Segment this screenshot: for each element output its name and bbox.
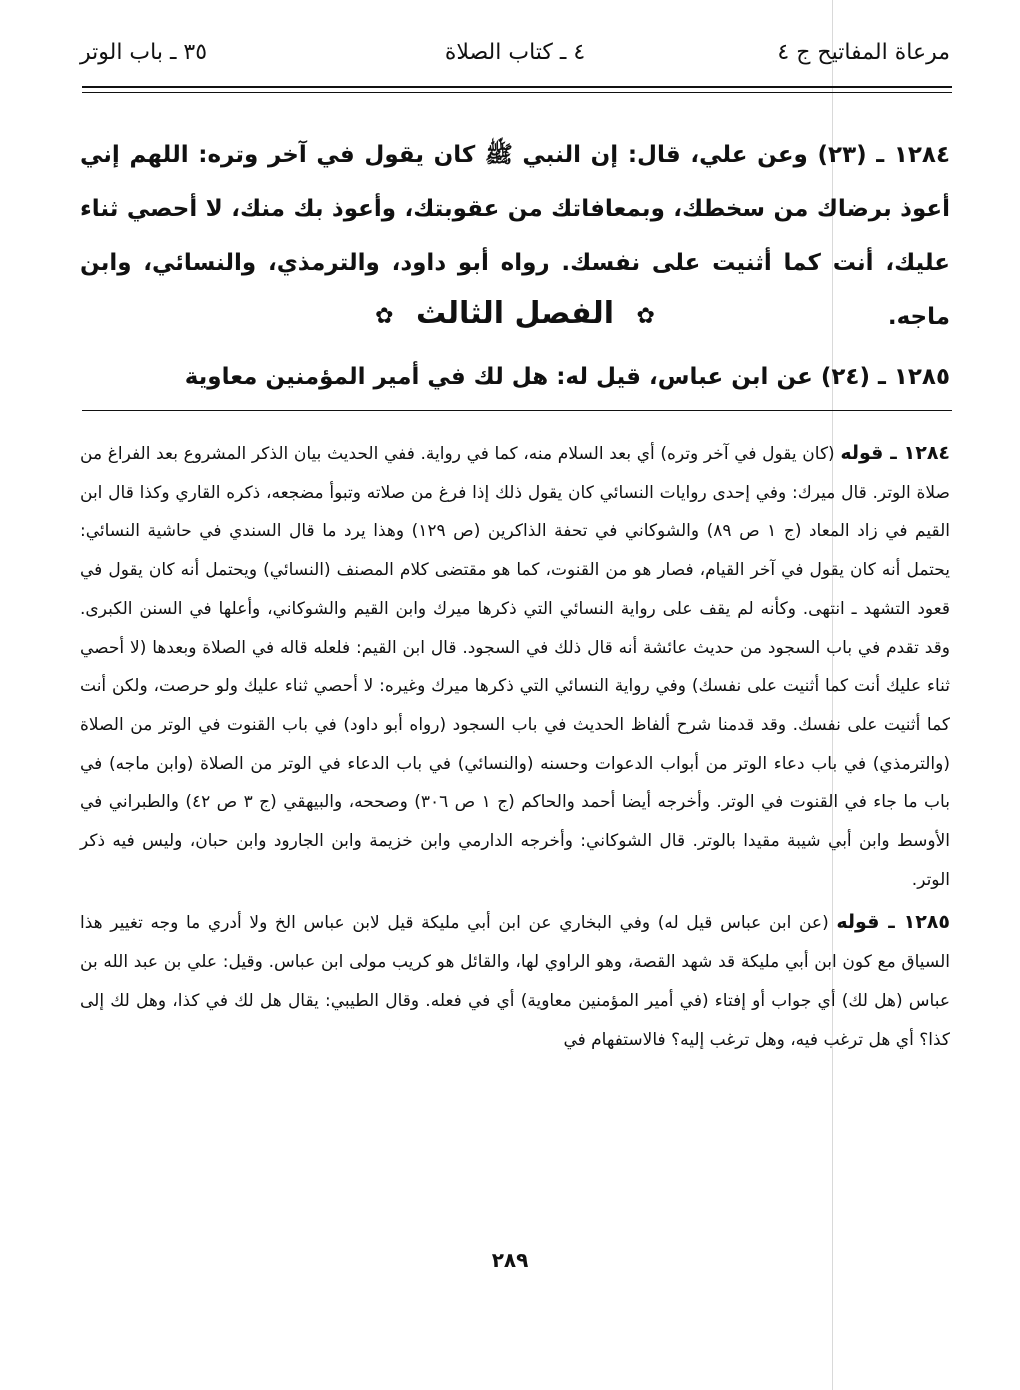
note-1284-text: (كان يقول في آخر وتره) أي بعد السلام منه، كما في رواية. ففي الحديث بيان الذكر المشروع بعد الفراغ من صلاة الوتر. قال ميرك: وفي إحدى روايات النسائي كان يقول ذلك إذا فرغ من صلاته وتبوأ مضجعه، ذكره القاري وكذا قال ابن القيم في زاد المعاد (ج ١ ص ٨٩) والشوكاني في تحفة الذاكرين (ص ١٢٩) وهذا يرد ما قال السندي في حاشية النسائي: يحتمل أنه كان يقول في آخر القيام، فصار هو من القنوت، كما هو مقتضى كلام المصنف (النسائي) ويحتمل أنه كان يقول في قعود التشهد ـ انتهى. وكأنه لم يقف على رواية النسائي التي ذكرها ميرك وابن القيم والشوكاني، وأعلها في السنن الكبرى. وقد تقدم في باب السجود من حديث عائشة أنه قال ذلك في السجود. قال ابن القيم: فلعله قاله في الصلاة وبعدها (لا أحصي ثناء عليك أنت كما أثنيت على نفسك) وفي رواية النسائي التي ذكرها ميرك وغيره: لا أحصي ثناء عليك ولو حرصت، ولكن أنت كما أثنيت على نفسك. وقد قدمنا شرح ألفاظ الحديث في باب السجود (رواه أبو داود) في باب القنوت في الوتر من الصلاة (والترمذي) في باب دعاء الوتر من أبواب الدعوات وحسنه (والنسائي) في باب الدعاء في الوتر من الصلاة (وابن ماجه) في باب ما جاء في القنوت في الوتر. وأخرجه أيضا أحمد والحاكم (ج ١ ص ٣٠٦) وصححه، والبيهقي (ج ٣ ص ٤٢) والطبراني في الأوسط وابن أبي شيبة مقيدا بالوتر. قال الشوكاني: وأخرجه الدارمي وابن خزيمة وابن الجارود وابن حبان، وليس فيه ذكر الوتر. xyxy=(80,444,950,890)
commentary xyxy=(80,434,950,1059)
header-chapter: ٤ ـ كتاب الصلاة xyxy=(444,40,586,65)
header-book-title: مرعاة المفاتيح ج ٤ xyxy=(777,40,950,65)
note-1285-text: (عن ابن عباس قيل له) وفي البخاري عن ابن أبي مليكة قيل لابن عباس الخ ولا أدري ما وجه تغيير هذا السياق مع كون ابن أبي مليكة قد شهد القصة، وهو الراوي لها، والقائل هو كريب مولى ابن عباس. وقيل: علي بن عبد الله بن عباس (هل لك) أي جواب أو إفتاء (في أمير المؤمنين معاوية) أي في فعله. وقال الطيبي: يقال هل لك في كذا، وهل لك إلى كذا؟ أي هل ترغب فيه، وهل ترغب إليه؟ فالاستفهام في xyxy=(80,913,950,1050)
hadith-1285 xyxy=(80,350,950,404)
note-1284-label: ١٢٨٤ ـ قوله xyxy=(840,442,951,464)
section-heading-text: الفصل الثالث xyxy=(415,296,614,331)
header-section: ٣٥ ـ باب الوتر xyxy=(80,40,208,65)
hadith-1285-text: ١٢٨٥ ـ (٢٤) عن ابن عباس، قيل له: هل لك في أمير المؤمنين معاوية xyxy=(184,364,950,390)
header-rule-thick xyxy=(82,86,952,88)
hadith-1284-text: ١٢٨٤ ـ (٢٣) وعن علي، قال: إن النبي ﷺ كان يقول في آخر وتره: اللهم إني أعوذ برضاك من سخطك، وبمعافاتك من عقوبتك، وأعوذ بك منك، لا أحصي ثناء عليك، أنت كما أثنيت على نفسك. رواه أبو داود، والترمذي، والنسائي، وابن ماجه. xyxy=(80,142,950,330)
running-header xyxy=(80,40,950,80)
header-rule-thin xyxy=(82,92,952,93)
section-heading xyxy=(80,296,950,331)
ornament-icon: ✿ xyxy=(636,304,655,329)
note-1284 xyxy=(80,434,950,899)
note-1285 xyxy=(80,903,950,1059)
ornament-icon: ✿ xyxy=(375,304,394,329)
page-number: ٢٨٩ xyxy=(491,1248,529,1272)
note-1285-label: ١٢٨٥ ـ قوله xyxy=(836,911,950,934)
commentary-divider xyxy=(82,410,952,411)
